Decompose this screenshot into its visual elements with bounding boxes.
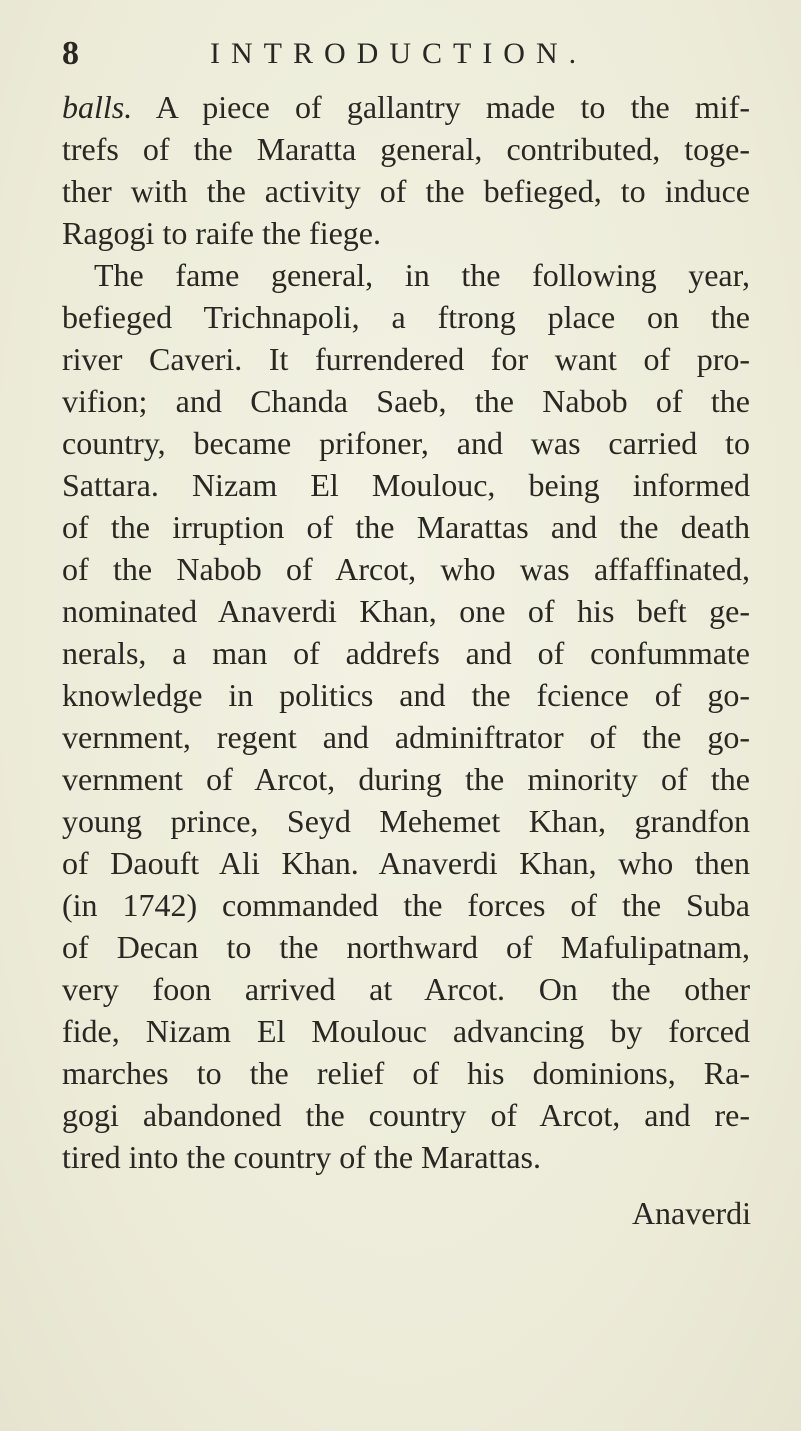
paragraph-2 xyxy=(62,254,750,1178)
text-line: knowledge in politics and the fcience of go- xyxy=(62,677,750,713)
text-line: country, became prifoner, and was carried to xyxy=(62,425,750,461)
text-line: very foon arrived at Arcot. On the other xyxy=(62,971,750,1007)
text-line: young prince, Seyd Mehemet Khan, grandfon xyxy=(62,803,750,839)
text-line: gogi abandoned the country of Arcot, and re- xyxy=(62,1097,750,1133)
catchword: Anaverdi xyxy=(631,1195,751,1231)
text-line: ther with the activity of the befieged, to induce xyxy=(62,173,750,209)
text-line: trefs of the Maratta general, contributed, toge- xyxy=(62,131,750,167)
text-line: (in 1742) commanded the forces of the Suba xyxy=(62,887,750,923)
body-text xyxy=(62,86,750,1178)
running-head: INTRODUCTION. xyxy=(210,37,588,70)
italic-word: balls. xyxy=(62,89,133,125)
text-line: nominated Anaverdi Khan, one of his beft ge- xyxy=(62,593,750,629)
page-header xyxy=(62,34,741,74)
paragraph-1 xyxy=(62,86,750,254)
text-line: of the irruption of the Marattas and the death xyxy=(62,509,750,545)
text-line: marches to the relief of his dominions, Ra- xyxy=(62,1055,750,1091)
text-line: nerals, a man of addrefs and of confummate xyxy=(62,635,750,671)
text-line: The fame general, in the following year, xyxy=(94,257,750,293)
text-line: of Daouft Ali Khan. Anaverdi Khan, who then xyxy=(62,845,750,881)
text-line: Ragogi to raife the fiege. xyxy=(62,215,381,251)
text-line: vernment of Arcot, during the minority of the xyxy=(62,761,750,797)
text-line: befieged Trichnapoli, a ftrong place on the xyxy=(62,299,750,335)
text-line: vifion; and Chanda Saeb, the Nabob of the xyxy=(62,383,750,419)
text-line: of the Nabob of Arcot, who was affaffinated, xyxy=(62,551,750,587)
text-line: Sattara. Nizam El Moulouc, being informed xyxy=(62,467,750,503)
text-line: of Decan to the northward of Mafulipatnam, xyxy=(62,929,750,965)
text-line: river Caveri. It furrendered for want of pro- xyxy=(62,341,750,377)
page-number: 8 xyxy=(62,35,79,72)
text-line: tired into the country of the Marattas. xyxy=(62,1139,541,1175)
text-line: balls. A piece of gallantry made to the mif- xyxy=(62,89,750,125)
text-line: fide, Nizam El Moulouc advancing by forced xyxy=(62,1013,750,1049)
text-line: vernment, regent and adminiftrator of the go- xyxy=(62,719,750,755)
